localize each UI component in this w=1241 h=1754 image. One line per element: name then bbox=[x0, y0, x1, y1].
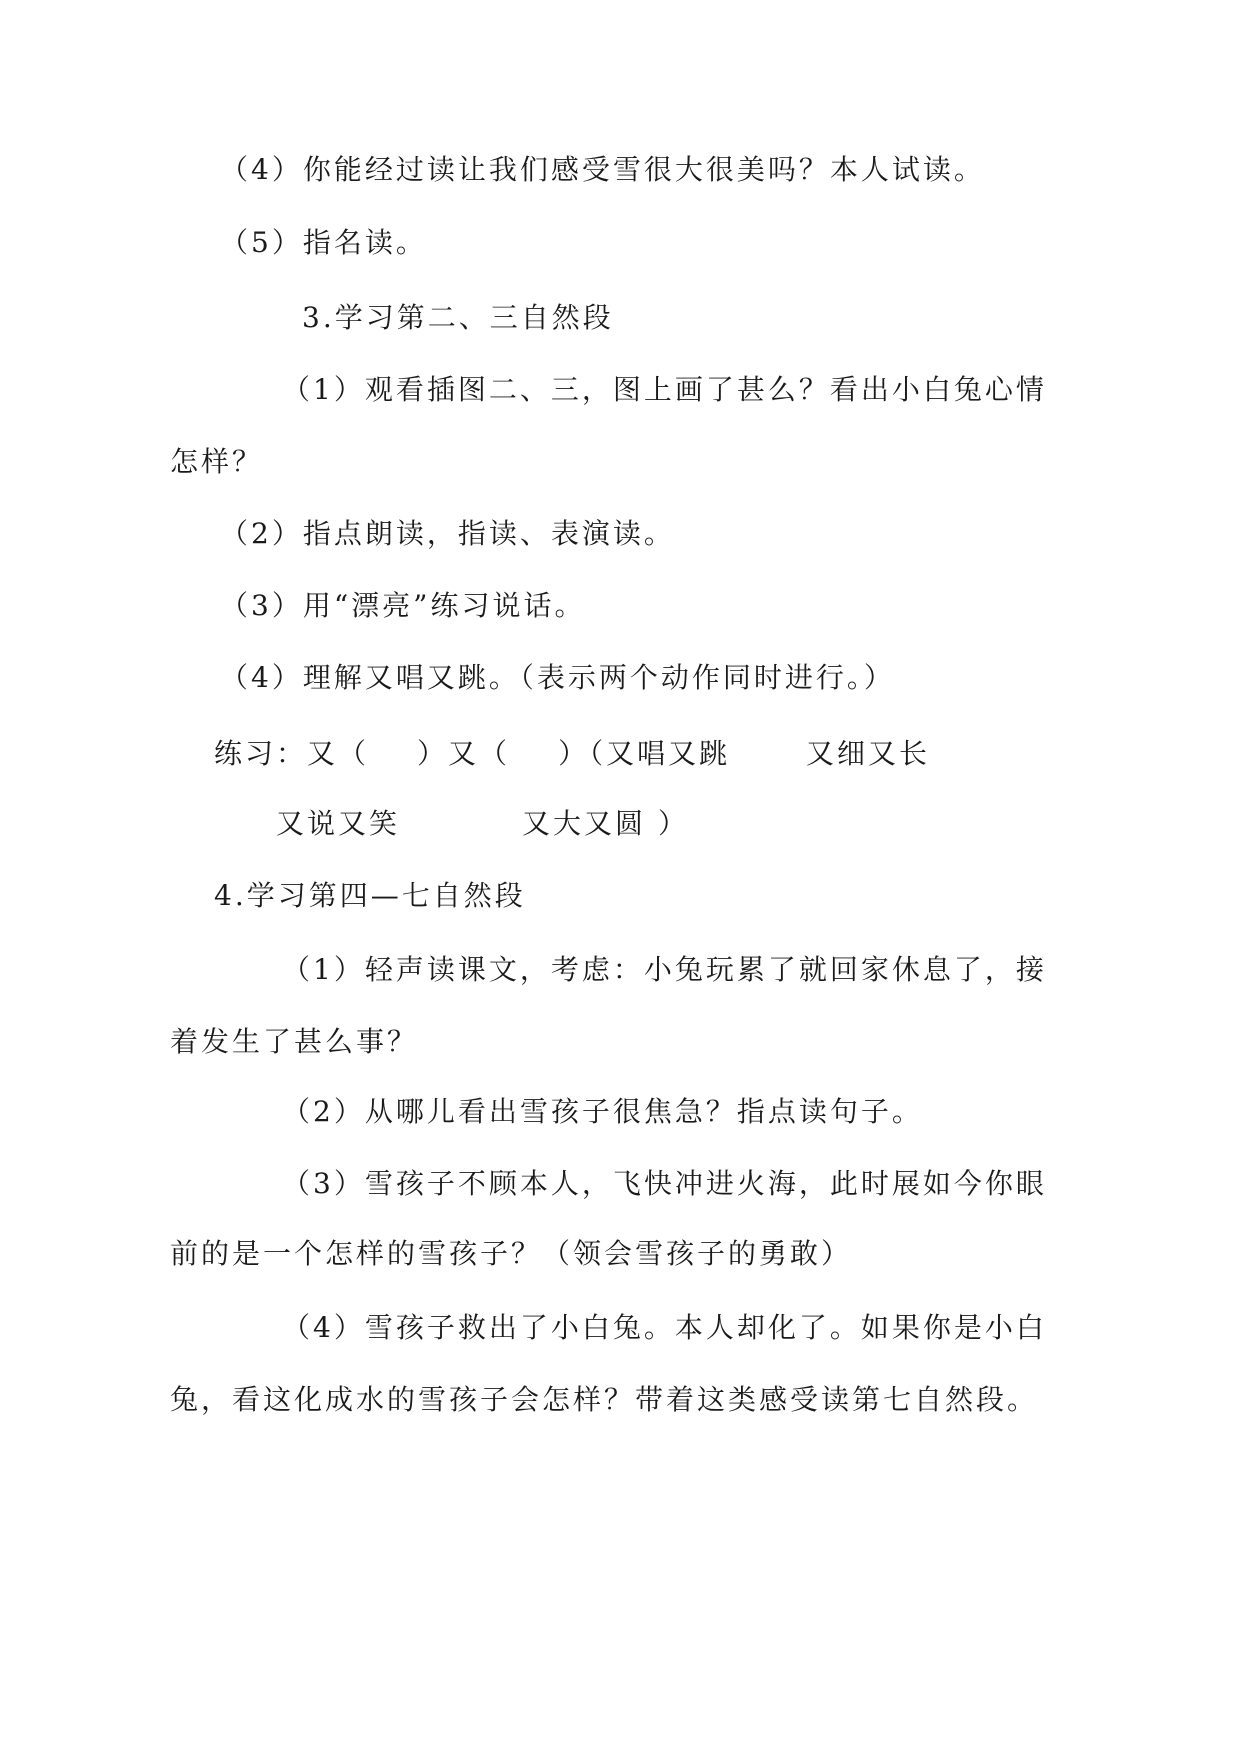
exercise-example-4: 又大又圆 ） bbox=[522, 807, 689, 840]
paragraph-line: （3）雪孩子不顾本人，飞快冲进火海，此时展如今你眼 bbox=[282, 1167, 1047, 1200]
section-heading: 4.学习第四—七自然段 bbox=[214, 879, 526, 912]
exercise-blank-1-close: ） bbox=[417, 737, 449, 770]
paragraph-line: 前的是一个怎样的雪孩子？（领会雪孩子的勇敢） bbox=[170, 1237, 853, 1270]
exercise-example-1: （又唱又跳 bbox=[589, 737, 731, 770]
paragraph-line: 着发生了甚么事？ bbox=[170, 1025, 419, 1058]
exercise-example-2: 又细又长 bbox=[806, 737, 931, 770]
paragraph-line: （4）你能经过读让我们感受雪很大很美吗？本人试读。 bbox=[220, 153, 985, 186]
paragraph-line: （4）雪孩子救出了小白兔。本人却化了。如果你是小白 bbox=[282, 1311, 1047, 1344]
paragraph-line: （4）理解又唱又跳。（表示两个动作同时进行。） bbox=[220, 661, 895, 694]
paragraph-line: 兔，看这化成水的雪孩子会怎样？带着这类感受读第七自然段。 bbox=[170, 1383, 1039, 1416]
exercise-blank-1: 又（ bbox=[307, 737, 370, 770]
paragraph-line: （1）观看插图二、三，图上画了甚么？看出小白兔心情 bbox=[282, 373, 1047, 406]
paragraph-line: 怎样？ bbox=[170, 445, 264, 478]
exercise-blank-2-close: ） bbox=[558, 737, 590, 770]
exercise-label: 练习： bbox=[214, 737, 308, 770]
paragraph-line: （2）从哪儿看出雪孩子很焦急？指点读句子。 bbox=[282, 1095, 923, 1128]
paragraph-line: （3）用“漂亮”练习说话。 bbox=[220, 589, 586, 622]
exercise-example-3: 又说又笑 bbox=[276, 807, 401, 840]
exercise-blank-2: 又（ bbox=[448, 737, 511, 770]
exercise-line bbox=[214, 736, 730, 772]
paragraph-line: （5）指名读。 bbox=[220, 226, 427, 259]
paragraph-line: （1）轻声读课文，考虑：小兔玩累了就回家休息了，接 bbox=[282, 953, 1047, 986]
paragraph-line: （2）指点朗读，指读、表演读。 bbox=[220, 517, 675, 550]
section-heading: 3.学习第二、三自然段 bbox=[302, 301, 614, 334]
